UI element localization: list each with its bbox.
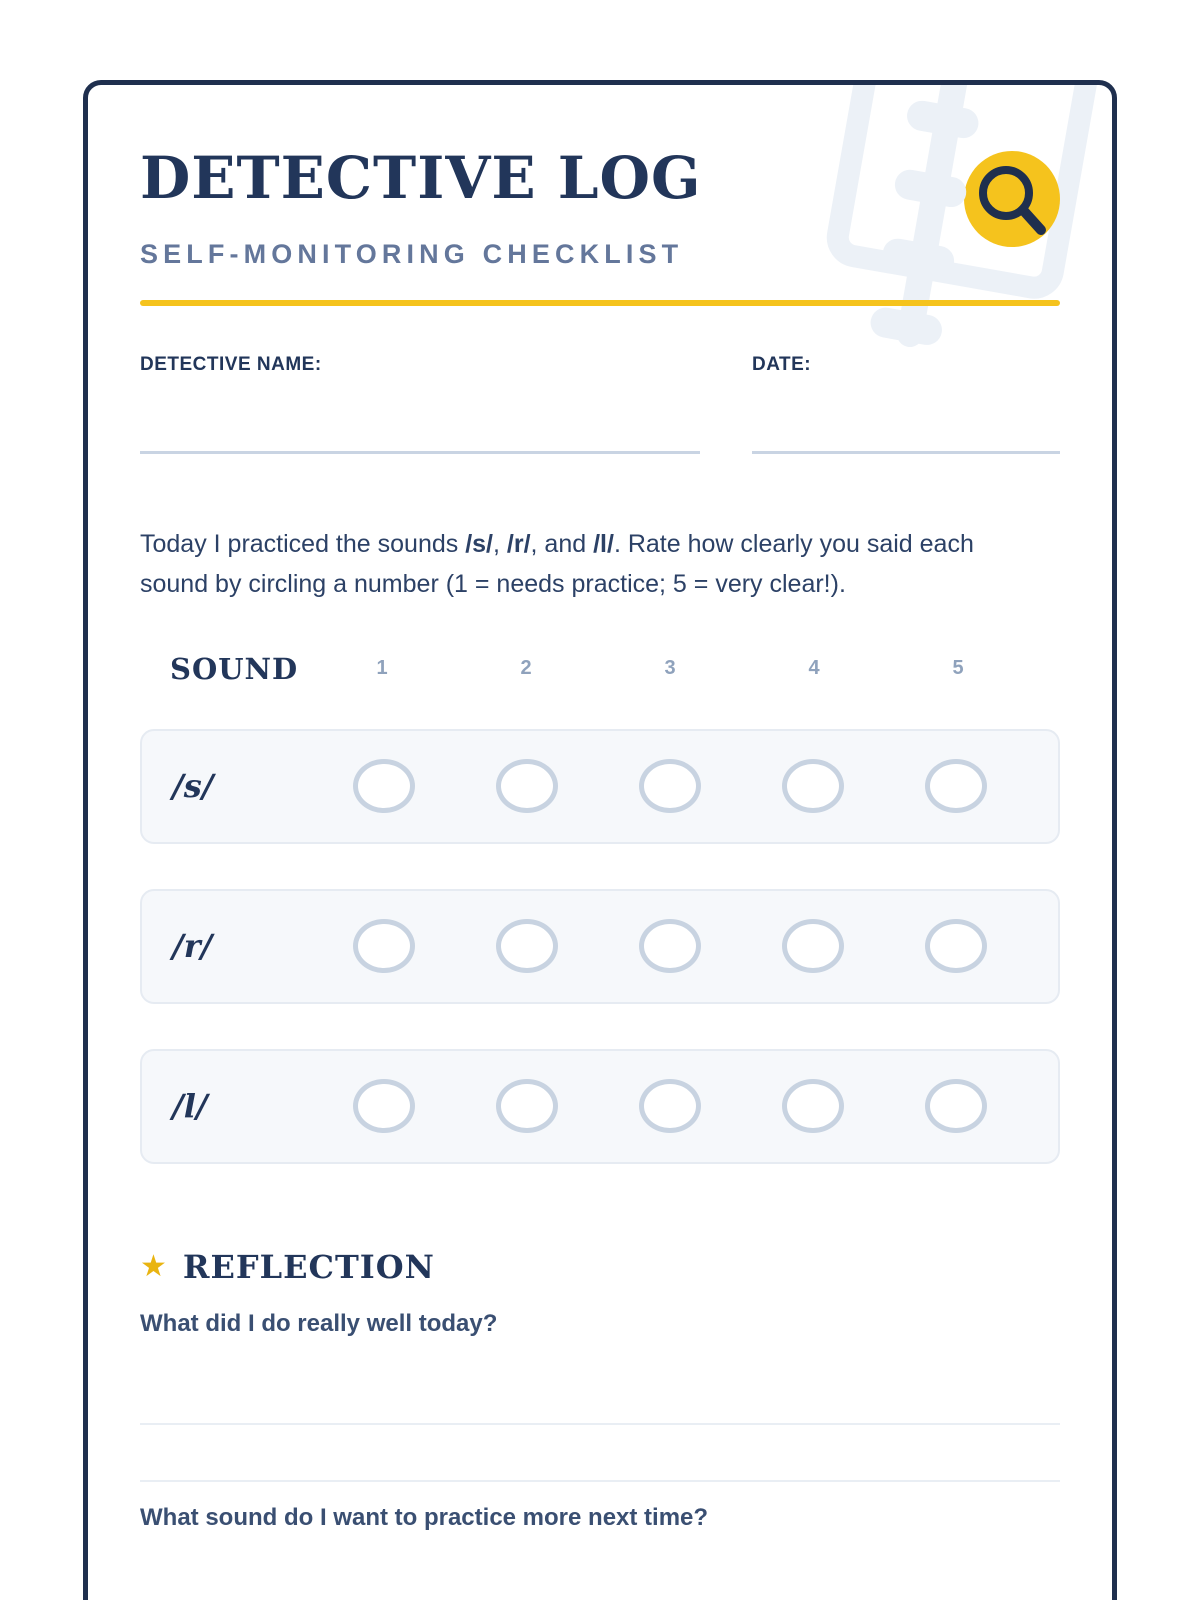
scale-number-2: 2 [520,657,532,680]
page-title: DETECTIVE LOG [140,144,702,212]
target-sound-text: /s/ [465,529,493,558]
rating-cell [885,919,1028,973]
reflection-question-2: What sound do I want to practice more next time? [140,1504,709,1532]
reflection-header [140,1247,1060,1286]
scale-number-1: 1 [376,657,388,680]
date-input[interactable] [752,451,1060,454]
rating-circle-r-1[interactable] [353,919,415,973]
rating-circle-r-4[interactable] [782,919,844,973]
rating-circle-l-1[interactable] [353,1079,415,1133]
instructions-text: , and [530,529,594,558]
answer-line[interactable] [140,1368,1060,1425]
page-subtitle: SELF-MONITORING CHECKLIST [140,238,684,269]
date-field [752,354,1060,454]
rating-circle-r-3[interactable] [639,919,701,973]
rating-circle-r-2[interactable] [496,919,558,973]
answer-line[interactable] [140,1425,1060,1482]
rating-cell [598,759,741,813]
detective-name-label: DETECTIVE NAME: [140,353,322,375]
rating-cell [455,759,598,813]
rating-cell [455,1079,598,1133]
instructions-text: Today I practiced the sounds [140,529,466,558]
rating-circle-l-5[interactable] [925,1079,987,1133]
rating-cell [885,1079,1028,1133]
rating-row-l [140,1049,1060,1164]
instructions-text: . Rate how clearly you said each sound by circling a number (1 = needs practice; 5 = very clear!). [140,529,974,598]
rating-cell [312,759,455,813]
instructions-text: , [493,529,507,558]
reflection-question-1: What did I do really well today? [140,1310,498,1338]
target-sound-text: /l/ [593,529,614,558]
rating-circle-s-1[interactable] [353,759,415,813]
rating-cell [742,759,885,813]
rating-table-body [140,729,1060,1164]
detective-name-field [140,354,700,454]
sound-label: /r/ [172,927,213,966]
rating-circle-s-3[interactable] [639,759,701,813]
rating-cell [598,919,741,973]
scale-number-3: 3 [664,657,676,680]
rating-circle-l-2[interactable] [496,1079,558,1133]
identity-fields [140,354,1060,454]
sound-label: /s/ [172,767,214,806]
reflection-title: REFLECTION [182,1247,435,1286]
rating-cell [455,919,598,973]
sound-label: /l/ [172,1087,208,1126]
rating-cell [312,1079,455,1133]
rating-circle-l-3[interactable] [639,1079,701,1133]
rating-circle-r-5[interactable] [925,919,987,973]
date-label: DATE: [752,353,812,375]
sound-column-header: SOUND [170,651,299,686]
star-icon: ★ [140,1250,167,1284]
rating-circle-s-2[interactable] [496,759,558,813]
scale-number-4: 4 [808,657,820,680]
rating-table-header [140,652,1060,686]
target-sound-text: /r/ [506,529,531,558]
spine-tab-icon [868,305,944,347]
rating-cell [742,1079,885,1133]
detective-log-card [83,80,1117,1600]
rating-cell [742,919,885,973]
instructions-paragraph [140,524,1020,604]
rating-cell [312,919,455,973]
detective-name-input[interactable] [140,451,700,454]
scale-number-5: 5 [952,657,964,680]
rating-row-r [140,889,1060,1004]
rating-cell [885,759,1028,813]
gold-divider [140,300,1060,306]
rating-circle-s-4[interactable] [782,759,844,813]
rating-row-s [140,729,1060,844]
answer-lines-question-1 [140,1368,1060,1482]
rating-circle-s-5[interactable] [925,759,987,813]
rating-cell [598,1079,741,1133]
rating-circle-l-4[interactable] [782,1079,844,1133]
